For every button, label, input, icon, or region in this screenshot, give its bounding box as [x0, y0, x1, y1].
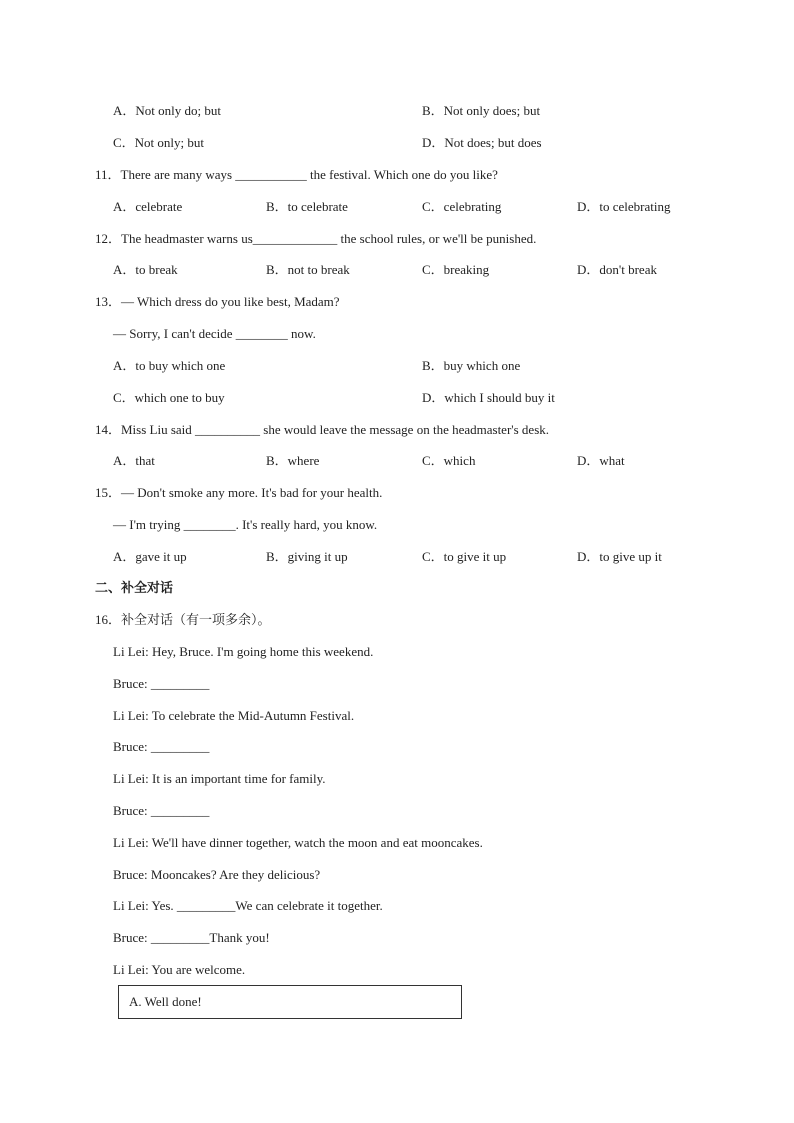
dialogue-line: Bruce: Mooncakes? Are they delicious?: [113, 867, 321, 882]
q11-option-a: A．celebrate: [113, 199, 183, 214]
q11-option-b: B．to celebrate: [266, 199, 348, 214]
q13-stem-reply: — Sorry, I can't decide ________ now.: [113, 326, 316, 341]
q13-option-c: C．which one to buy: [113, 390, 225, 405]
q13-option-b: B．buy which one: [422, 358, 521, 373]
q14-option-b: B．where: [266, 453, 320, 468]
q15-option-a: A．gave it up: [113, 549, 187, 564]
q12-option-d: D．don't break: [577, 262, 657, 277]
q15-stem-reply: — I'm trying ________. It's really hard, you know.: [113, 517, 378, 532]
options-box: [118, 985, 462, 1019]
q16-title: 16．补全对话（有一项多余）。: [95, 612, 271, 627]
q15-stem: 15．— Don't smoke any more. It's bad for your health.: [95, 485, 383, 500]
q13-option-d: D．which I should buy it: [422, 390, 555, 405]
q12-option-b: B．not to break: [266, 262, 350, 277]
q13-option-a: A．to buy which one: [113, 358, 226, 373]
q10-option-c: C．Not only; but: [113, 135, 205, 150]
q15-option-d: D．to give up it: [577, 549, 662, 564]
dialogue-line: Li Lei: Hey, Bruce. I'm going home this weekend.: [113, 644, 374, 659]
dialogue-line: Li Lei: Yes. _________We can celebrate it together.: [113, 898, 383, 913]
q11-stem: 11．There are many ways ___________ the festival. Which one do you like?: [95, 167, 498, 182]
option-a-text: A. Well done!: [129, 994, 202, 1009]
q15-option-c: C．to give it up: [422, 549, 507, 564]
dialogue-line: Li Lei: It is an important time for family.: [113, 771, 326, 786]
q14-stem: 14．Miss Liu said __________ she would leave the message on the headmaster's desk.: [95, 422, 550, 437]
dialogue-line: Bruce: _________: [113, 676, 210, 691]
q14-option-c: C．which: [422, 453, 476, 468]
dialogue-line: Li Lei: We'll have dinner together, watch the moon and eat mooncakes.: [113, 835, 483, 850]
q11-option-c: C．celebrating: [422, 199, 502, 214]
q14-option-d: D．what: [577, 453, 625, 468]
section-heading: 二、补全对话: [95, 581, 174, 596]
q12-stem: 12．The headmaster warns us_____________ the school rules, or we'll be punished.: [95, 231, 537, 246]
dialogue-line: Bruce: _________: [113, 803, 210, 818]
q10-option-a: A．Not only do; but: [113, 103, 221, 118]
q12-option-c: C．breaking: [422, 262, 490, 277]
q10-option-b: B．Not only does; but: [422, 103, 541, 118]
dialogue-line: Li Lei: You are welcome.: [113, 962, 246, 977]
q10-option-d: D．Not does; but does: [422, 135, 542, 150]
q14-option-a: A．that: [113, 453, 155, 468]
dialogue-line: Bruce: _________Thank you!: [113, 930, 270, 945]
q12-option-a: A．to break: [113, 262, 178, 277]
dialogue-line: Li Lei: To celebrate the Mid-Autumn Festival.: [113, 708, 355, 723]
q15-option-b: B．giving it up: [266, 549, 348, 564]
q11-option-d: D．to celebrating: [577, 199, 671, 214]
q13-stem: 13．— Which dress do you like best, Madam?: [95, 294, 340, 309]
dialogue-line: Bruce: _________: [113, 739, 210, 754]
